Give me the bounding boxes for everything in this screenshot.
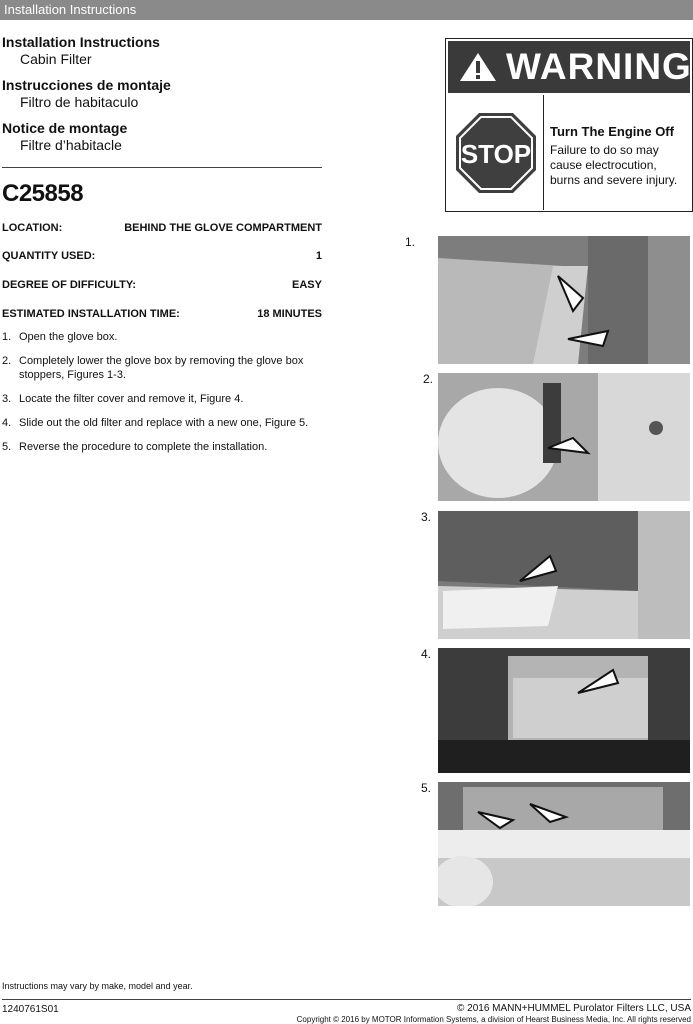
part-number: C25858 [2,180,84,207]
list-item [2,354,322,382]
title-block [2,34,322,163]
warning-header [448,41,690,93]
figure-5-label: 5. [421,781,432,795]
step-text: Open the glove box. [19,331,118,343]
warning-divider [543,95,544,210]
spec-value: EASY [292,279,322,291]
warning-triangle-icon [458,51,498,83]
step-number: 3. [2,393,12,405]
warning-headline: Turn The Engine Off [550,124,674,139]
figure-5-photo [438,782,690,906]
spec-value: 1 [315,250,322,262]
figure-2-photo [438,373,690,501]
spec-label: LOCATION: [2,222,63,234]
step-number: 1. [2,331,12,343]
step-text: Completely lower the glove box by removing the glove box stoppers, Figures 1-3. [19,355,304,381]
spec-location [2,222,322,234]
list-item [2,330,322,344]
step-number: 4. [2,417,12,429]
figure-3-photo [438,511,690,639]
stop-text: STOP [460,139,532,169]
figure-3-label: 3. [421,510,432,524]
warning-body: Failure to do so may cause electrocution, burns and severe injury. [550,143,678,187]
title-en: Installation Instructions [2,34,160,50]
document-code: 1240761S01 [2,1004,59,1015]
copyright-motor: Copyright © 2016 by MOTOR Information Systems, a division of Hearst Business Media, Inc. All rights reserved [296,1015,691,1024]
spec-label: QUANTITY USED: [2,250,96,262]
spec-label: DEGREE OF DIFFICULTY: [2,279,137,291]
header-bar [0,0,693,20]
figure-4-photo [438,648,690,773]
stop-sign-icon [454,111,538,195]
list-item [2,392,322,406]
figure-2-label: 2. [423,372,434,386]
list-item [2,440,322,454]
title-es: Instrucciones de montaje [2,77,171,93]
step-text: Slide out the old filter and replace with a new one, Figure 5. [19,417,309,429]
step-text: Reverse the procedure to complete the installation. [19,441,268,453]
figure-1-label: 1. [405,235,416,249]
header-title: Installation Instructions [4,2,137,17]
figure-1-photo [438,236,690,364]
steps-list [2,330,322,464]
list-item [2,416,322,430]
subtitle-es: Filtro de habitaculo [20,94,139,110]
spec-value: BEHIND THE GLOVE COMPARTMENT [124,222,322,234]
spec-label: ESTIMATED INSTALLATION TIME: [2,308,180,320]
subtitle-en: Cabin Filter [20,51,92,67]
warning-title: WARNING [506,46,692,87]
subtitle-fr: Filtre d’habitacle [20,137,122,153]
spec-quantity [2,250,322,262]
spec-difficulty [2,279,322,291]
figure-4-label: 4. [421,647,432,661]
step-number: 2. [2,355,12,367]
spec-value: 18 MINUTES [257,308,322,320]
step-number: 5. [2,441,12,453]
warning-box [445,38,693,212]
spec-time [2,308,322,320]
title-fr: Notice de montage [2,120,128,136]
footer-divider [2,999,691,1000]
divider [2,167,322,168]
footer-note: Instructions may vary by make, model and year. [2,981,193,991]
copyright: © 2016 MANN+HUMMEL Purolator Filters LLC, USA [456,1003,691,1014]
step-text: Locate the filter cover and remove it, Figure 4. [19,393,244,405]
